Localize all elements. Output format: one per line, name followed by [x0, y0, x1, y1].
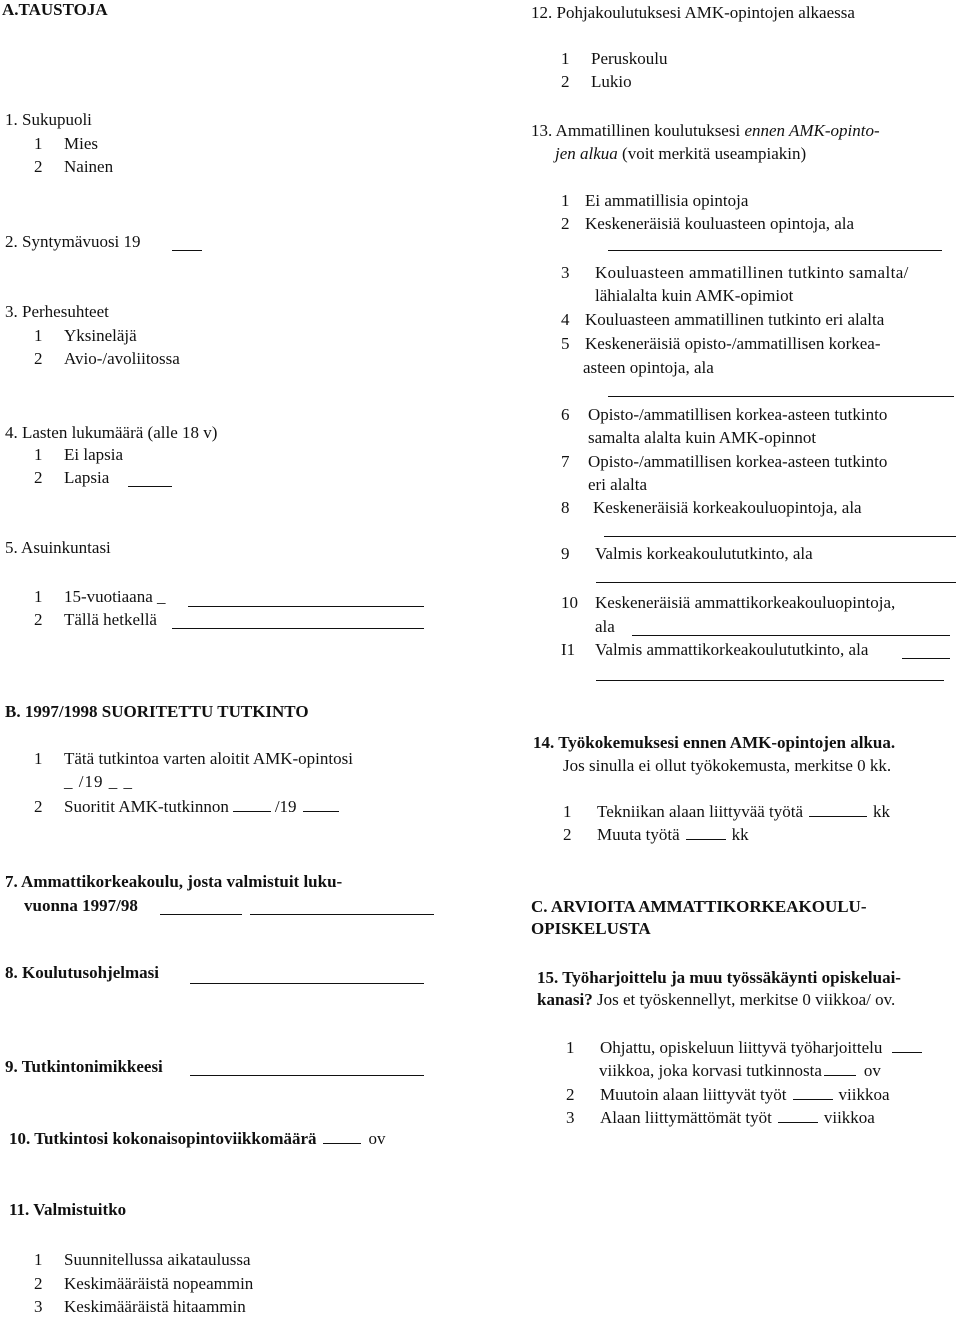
- q4-count-line[interactable]: [128, 486, 172, 487]
- option-number: 6: [561, 405, 570, 424]
- q5-option-1[interactable]: [34, 587, 166, 607]
- q15-title-line-2: [537, 990, 895, 1010]
- q1-title: 1. Sukupuoli: [5, 110, 92, 129]
- q13-o10-line[interactable]: [632, 635, 950, 636]
- q13-option-8[interactable]: [561, 498, 862, 518]
- option-number: 3: [561, 263, 570, 282]
- q6-year-line[interactable]: [303, 797, 339, 812]
- option-label: Opisto-/ammatillisen korkea-asteen tutkinto: [588, 405, 888, 424]
- section-b-heading: B. 1997/1998 SUORITETTU TUTKINTO: [5, 702, 309, 721]
- q10-unit: ov: [368, 1129, 386, 1148]
- option-label: Opisto-/ammatillisen korkea-asteen tutkinto: [588, 452, 888, 471]
- q4-option-2[interactable]: [34, 468, 109, 488]
- q10-answer-line[interactable]: [323, 1129, 361, 1144]
- option-number: 10: [561, 593, 578, 612]
- option-number: 7: [561, 452, 570, 471]
- q15-option-2[interactable]: [566, 1085, 890, 1105]
- q7-title-line-2: vuonna 1997/98: [24, 896, 138, 915]
- q15-o2-line[interactable]: [793, 1085, 833, 1100]
- q15-title-bold: kanasi?: [537, 990, 593, 1009]
- q15-option-3[interactable]: [566, 1108, 875, 1128]
- option-label: Tällä hetkellä: [64, 610, 157, 629]
- option-label: Tätä tutkintoa varten aloitit AMK-opintosi: [64, 749, 353, 768]
- q10-row: [9, 1129, 386, 1149]
- section-a-heading: A.TAUSTOJA: [2, 0, 108, 19]
- option-number: 3: [566, 1108, 575, 1127]
- option-number: 1: [34, 445, 43, 464]
- option-number: 2: [34, 468, 43, 487]
- q13-title-emphasis-2: jen alkua: [555, 144, 618, 163]
- option-label: Suunnitellussa aikataulussa: [64, 1250, 251, 1269]
- q14-title: 14. Työkokemuksesi ennen AMK-opintojen alkua.: [533, 733, 896, 752]
- option-number: 1: [566, 1038, 575, 1057]
- option-number: 1: [34, 326, 43, 345]
- option-number: 1: [34, 749, 43, 768]
- option-label: Ei lapsia: [64, 445, 124, 464]
- q13-option-6[interactable]: [561, 405, 887, 425]
- q4-title: 4. Lasten lukumäärä (alle 18 v): [5, 423, 218, 442]
- q5-answer-line-2[interactable]: [172, 628, 424, 629]
- q6-option-1[interactable]: [34, 749, 353, 769]
- q3-title: 3. Perhesuhteet: [5, 302, 109, 321]
- q14-option-1[interactable]: [563, 802, 890, 822]
- option-number: 1: [561, 191, 570, 210]
- option-label: Lapsia: [64, 468, 110, 487]
- q14-o1-unit: kk: [873, 802, 891, 821]
- option-label: Muutoin alaan liittyvät työt: [600, 1085, 787, 1104]
- q13-o11-line-1[interactable]: [902, 658, 950, 659]
- q13-option-7[interactable]: [561, 452, 887, 472]
- q15-o1-cont-text: viikkoa, joka korvasi tutkinnosta: [599, 1061, 822, 1080]
- option-number: 3: [34, 1297, 43, 1316]
- q11-option-1[interactable]: [34, 1250, 251, 1270]
- q14-note: Jos sinulla ei ollut työkokemusta, merkitse 0 kk.: [563, 756, 892, 775]
- option-number: 2: [34, 1274, 43, 1293]
- q13-option-11[interactable]: [561, 640, 868, 660]
- option-label: Alaan liittymättömät työt: [600, 1108, 772, 1127]
- q13-o8-line[interactable]: [604, 536, 956, 537]
- q5-option-2[interactable]: [34, 610, 157, 630]
- q3-option-2[interactable]: [34, 349, 180, 369]
- q13-option-3[interactable]: [561, 263, 909, 283]
- q13-option-5-cont: asteen opintoja, ala: [583, 358, 714, 377]
- option-label: Ei ammatillisia opintoja: [585, 191, 749, 210]
- q15-note: Jos et työskennellyt, merkitse 0 viikkoa/ ov.: [597, 990, 896, 1009]
- option-label: Nainen: [64, 157, 114, 176]
- q13-option-1[interactable]: [561, 191, 748, 211]
- q4-option-1[interactable]: [34, 445, 123, 465]
- option-number: 2: [34, 797, 43, 816]
- q6-year-prefix: /19: [274, 797, 297, 816]
- q14-option-2[interactable]: [563, 825, 749, 845]
- q6-month-line[interactable]: [233, 797, 271, 812]
- q2-title: 2. Syntymävuosi 19: [5, 232, 141, 251]
- q13-option-6-cont: samalta alalta kuin AMK-opinnot: [588, 428, 817, 447]
- q9-title: 9. Tutkintonimikkeesi: [5, 1057, 163, 1076]
- q12-title: 12. Pohjakoulutuksesi AMK-opintojen alkaessa: [531, 3, 855, 22]
- q13-o5-line[interactable]: [608, 396, 954, 397]
- option-label: 15-vuotiaana _: [64, 587, 166, 606]
- option-label: Keskeneräisiä opisto-/ammatillisen korkea-: [585, 334, 881, 353]
- q13-option-5[interactable]: [561, 334, 881, 354]
- option-number: I1: [561, 640, 576, 659]
- q5-answer-line-1[interactable]: [188, 606, 424, 607]
- q12-option-1[interactable]: [561, 49, 668, 69]
- q14-o1-line[interactable]: [809, 802, 867, 817]
- option-number: 2: [566, 1085, 575, 1104]
- q13-title-line-1: [531, 121, 880, 141]
- q7-answer-line-1[interactable]: [160, 914, 242, 915]
- q1-option-1[interactable]: [34, 134, 98, 154]
- q13-option-4[interactable]: [561, 310, 884, 330]
- q10-title: 10. Tutkintosi kokonaisopintoviikkomäärä: [9, 1129, 317, 1148]
- option-number: 1: [34, 587, 43, 606]
- q7-answer-line-2[interactable]: [250, 914, 434, 915]
- option-number: 1: [34, 134, 43, 153]
- q13-title-text: 13. Ammatillinen koulutuksesi: [531, 121, 741, 140]
- option-label: Suoritit AMK-tutkinnon: [64, 797, 229, 816]
- option-number: 1: [34, 1250, 43, 1269]
- q15-o3-unit: viikkoa: [823, 1108, 875, 1127]
- q6-start-year[interactable]: _ /19 _ _: [64, 772, 133, 791]
- q15-o3-line[interactable]: [778, 1108, 818, 1123]
- q11-option-2[interactable]: [34, 1274, 253, 1294]
- option-number: 1: [563, 802, 572, 821]
- option-number: 2: [34, 157, 43, 176]
- q11-title: 11. Valmistuitko: [9, 1200, 127, 1219]
- option-number: 1: [561, 49, 570, 68]
- q13-option-3-cont: lähialalta kuin AMK-opimiot: [595, 286, 794, 305]
- q13-option-10[interactable]: [561, 593, 895, 613]
- option-label: Valmis korkeakoulututkinto, ala: [595, 544, 813, 563]
- section-c-heading-line-2: OPISKELUSTA: [531, 919, 651, 938]
- q15-title-line-1: 15. Työharjoittelu ja muu työssäkäynti opiskeluai-: [537, 968, 901, 987]
- option-label: Kouluasteen ammatillinen tutkinto samalta/: [595, 263, 909, 282]
- option-number: 9: [561, 544, 570, 563]
- option-label: Muuta työtä: [597, 825, 680, 844]
- q13-option-7-cont: eri alalta: [588, 475, 647, 494]
- option-number: 2: [561, 72, 570, 91]
- q8-title: 8. Koulutusohjelmasi: [5, 963, 159, 982]
- option-label: Lukio: [591, 72, 632, 91]
- q15-option-1-cont: [599, 1061, 881, 1081]
- q8-answer-line[interactable]: [190, 983, 424, 984]
- q13-o11-line-2[interactable]: [596, 680, 944, 681]
- q14-o2-unit: kk: [731, 825, 749, 844]
- q13-option-10-cont: ala: [595, 617, 615, 636]
- option-label: Valmis ammattikorkeakoulututkinto, ala: [595, 640, 869, 659]
- q13-o2-line[interactable]: [608, 250, 942, 251]
- q15-o2-unit: viikkoa: [838, 1085, 890, 1104]
- option-number: 2: [34, 349, 43, 368]
- q7-title-line-1: 7. Ammattikorkeakoulu, josta valmistuit luku-: [5, 872, 343, 891]
- option-number: 5: [561, 334, 570, 353]
- option-number: 2: [563, 825, 572, 844]
- q13-option-2[interactable]: [561, 214, 854, 234]
- option-number: 2: [561, 214, 570, 233]
- q1-option-2[interactable]: [34, 157, 113, 177]
- option-label: Keskeneräisiä korkeakouluopintoja, ala: [593, 498, 862, 517]
- q11-option-3[interactable]: [34, 1297, 246, 1317]
- option-label: Yksineläjä: [64, 326, 137, 345]
- option-label: Tekniikan alaan liittyvää työtä: [597, 802, 804, 821]
- option-label: Kouluasteen ammatillinen tutkinto eri alalta: [585, 310, 885, 329]
- q3-option-1[interactable]: [34, 326, 137, 346]
- option-number: 2: [34, 610, 43, 629]
- q2-answer-line[interactable]: [172, 250, 202, 251]
- option-label: Peruskoulu: [591, 49, 668, 68]
- option-label: Avio-/avoliitossa: [64, 349, 180, 368]
- option-number: 8: [561, 498, 570, 517]
- q15-o1-unit: ov: [863, 1061, 881, 1080]
- q13-title-note: (voit merkitä useampiakin): [622, 144, 807, 163]
- q13-option-9[interactable]: [561, 544, 813, 564]
- q15-o1-line-2[interactable]: [824, 1061, 856, 1076]
- q12-option-2[interactable]: [561, 72, 632, 92]
- q13-o9-line[interactable]: [596, 582, 956, 583]
- option-label: Ohjattu, opiskeluun liittyvä työharjoittelu: [600, 1038, 883, 1057]
- q9-answer-line[interactable]: [190, 1075, 424, 1076]
- option-label: Keskimääräistä nopeammin: [64, 1274, 254, 1293]
- option-label: Keskeneräisiä ammattikorkeakouluopintoja,: [595, 593, 896, 612]
- q5-title: 5. Asuinkuntasi: [5, 538, 111, 557]
- q15-option-1[interactable]: [566, 1038, 922, 1058]
- option-label: Keskeneräisiä kouluasteen opintoja, ala: [585, 214, 855, 233]
- q13-title-emphasis: ennen AMK-opinto-: [744, 121, 880, 140]
- option-label: Mies: [64, 134, 98, 153]
- option-number: 4: [561, 310, 570, 329]
- q6-option-2[interactable]: [34, 797, 339, 817]
- q14-o2-line[interactable]: [686, 825, 726, 840]
- section-c-heading-line-1: C. ARVIOITA AMMATTIKORKEAKOULU-: [531, 897, 867, 916]
- q13-title-line-2: [555, 144, 806, 164]
- q15-o1-line-1[interactable]: [892, 1038, 922, 1053]
- option-label: Keskimääräistä hitaammin: [64, 1297, 246, 1316]
